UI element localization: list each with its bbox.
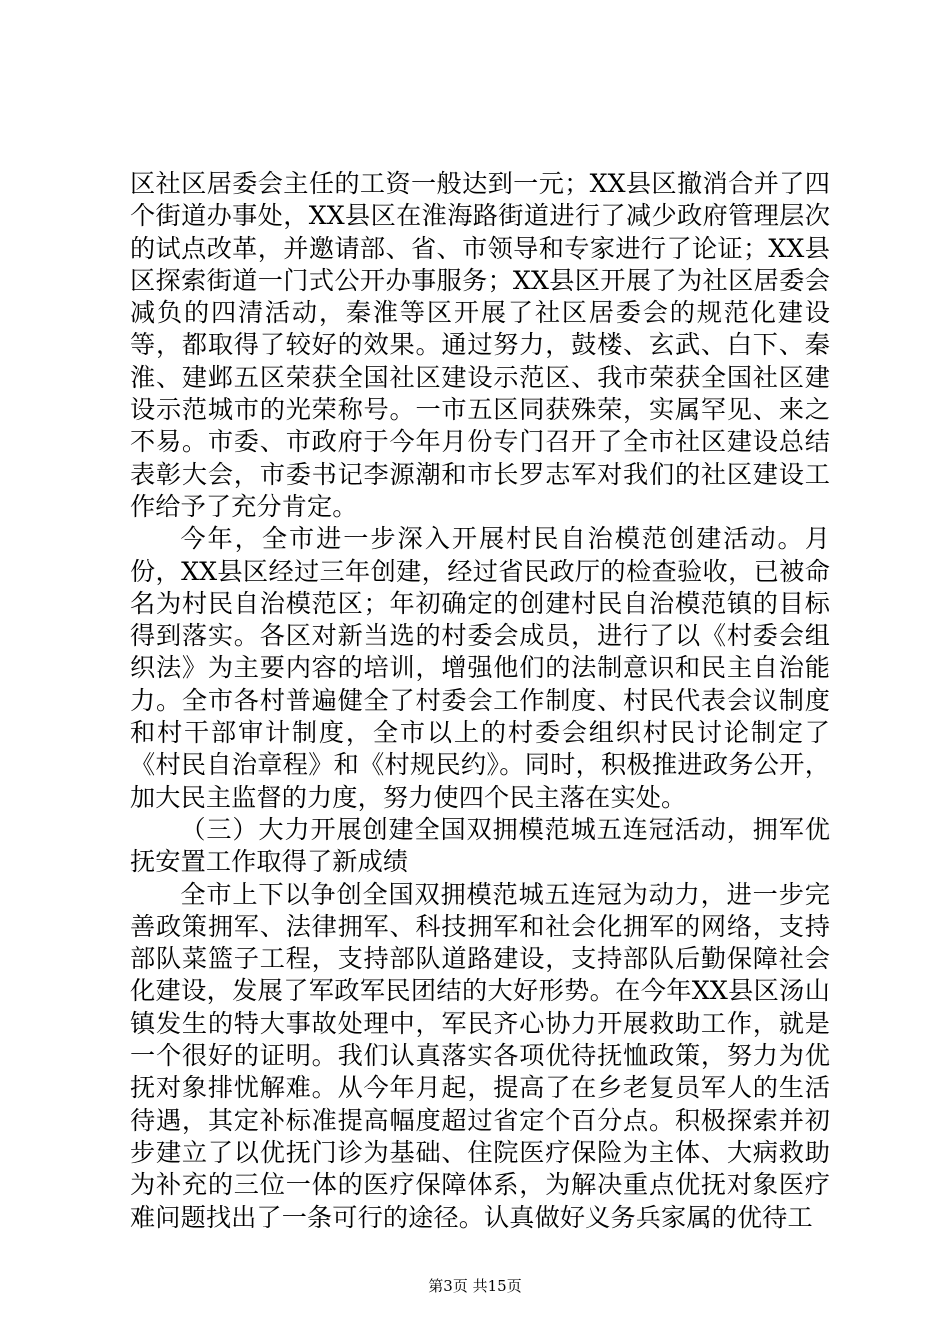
- section-heading: （三）大力开展创建全国双拥模范城五连冠活动，拥军优抚安置工作取得了新成绩: [130, 814, 830, 877]
- paragraph-3: 全市上下以争创全国双拥模范城五连冠为动力，进一步完善政策拥军、法律拥军、科技拥军和社会化拥军的网络，支持部队菜篮子工程，支持部队道路建设，支持部队后勤保障社会化建设，发展了军政军民团结的大好形势。在今年XX县区汤山镇发生的特大事故处理中，军民齐心协力开展救助工作，就是一个很好的证明。我们认真落实各项优待抚恤政策，努力为优抚对象排忧解难。从今年月起，提高了在乡老复员军人的生活待遇，其定补标准提高幅度超过省定个百分点。积极探索并初步建立了以优抚门诊为基础、住院医疗保险为主体、大病救助为补充的三位一体的医疗保障体系，为解决重点优抚对象医疗难问题找出了一条可行的途径。认真做好义务兵家属的优待工: [130, 879, 830, 1232]
- paragraph-1: 区社区居委会主任的工资一般达到一元；XX县区撤消合并了四个街道办事处，XX县区在淮海路街道进行了减少政府管理层次的试点改革，并邀请部、省、市领导和专家进行了论证；XX县区探索街道一门式公开办事服务；XX县区开展了为社区居委会减负的四清活动，秦淮等区开展了社区居委会的规范化建设等，都取得了较好的效果。通过努力，鼓楼、玄武、白下、秦淮、建邺五区荣获全国社区建设示范区、我市荣获全国社区建设示范城市的光荣称号。一市五区同获殊荣，实属罕见、来之不易。市委、市政府于今年月份专门召开了全市社区建设总结表彰大会，市委书记李源潮和市长罗志军对我们的社区建设工作给予了充分肯定。: [130, 169, 830, 521]
- body-text: [130, 168, 830, 1234]
- page-footer: 第3页 共15页: [428, 1277, 522, 1295]
- paragraph-2: 今年，全市进一步深入开展村民自治模范创建活动。月份，XX县区经过三年创建，经过省民政厅的检查验收，已被命名为村民自治模范区；年初确定的创建村民自治模范镇的目标得到落实。各区对新当选的村委会成员，进行了以《村委会组织法》为主要内容的培训，增强他们的法制意识和民主自治能力。全市各村普遍健全了村委会工作制度、村民代表会议制度和村干部审计制度，全市以上的村委会组织村民讨论制定了《村民自治章程》和《村规民约》。同时，积极推进政务公开，加大民主监督的力度，努力使四个民主落在实处。: [130, 524, 830, 812]
